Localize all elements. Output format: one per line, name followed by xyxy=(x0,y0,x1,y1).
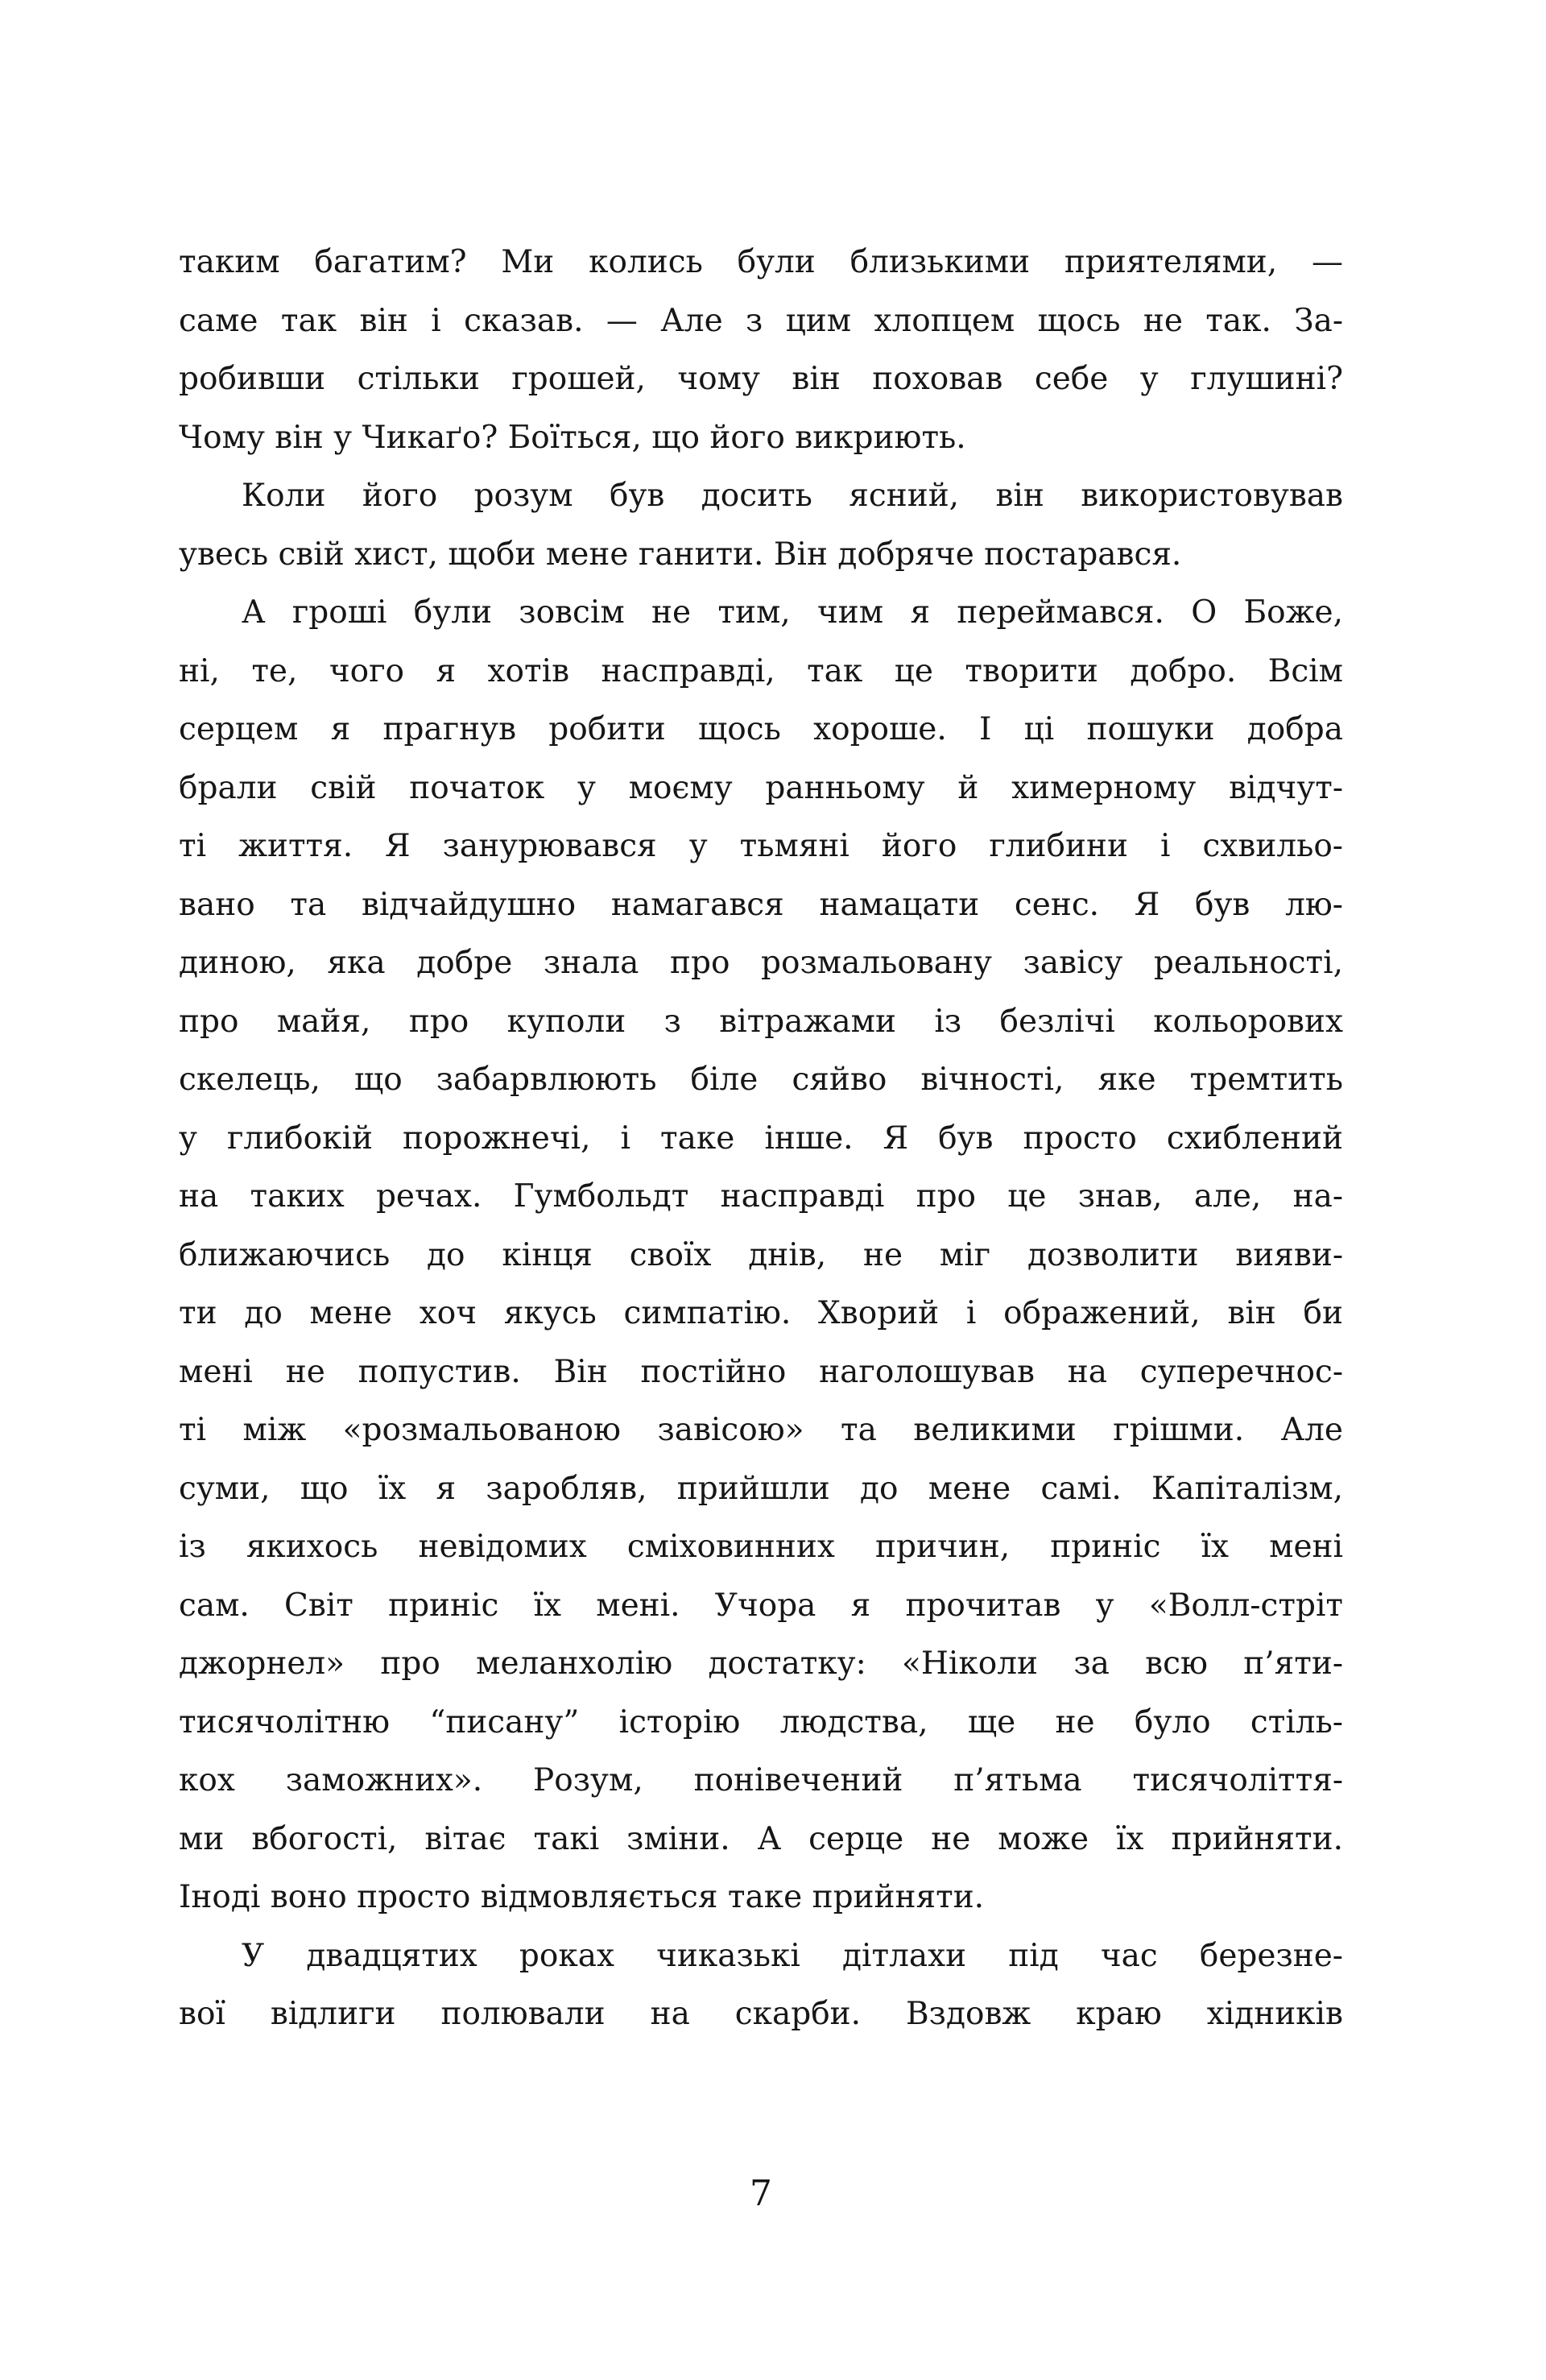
text-line: ми вбогості, вітає такі зміни. А серце не може їх прийняти. xyxy=(179,1820,1343,1857)
text-line: тисячолітню “писану” історію людства, ще не було стіль- xyxy=(179,1703,1343,1741)
body-text xyxy=(179,234,1343,2044)
text-line: ті життя. Я занурювався у тьмяні його глибини і схвильо- xyxy=(179,828,1343,864)
text-line: таким багатим? Ми колись були близькими приятелями, — xyxy=(179,244,1343,280)
text-line: сам. Світ приніс їх мені. Учора я прочитав у «Волл-стріт xyxy=(179,1587,1343,1624)
text-line: у глибокій порожнечі, і таке інше. Я був просто схиблений xyxy=(179,1120,1343,1157)
text-line: Іноді воно просто відмовляється таке прийняти. xyxy=(179,1879,985,1915)
text-line: ближаючись до кінця своїх днів, не міг дозволити вияви- xyxy=(179,1236,1343,1273)
text-line: брали свій початок у моєму ранньому й химерному відчут- xyxy=(179,769,1343,806)
text-line: ні, те, чого я хотів насправді, так це творити добро. Всім xyxy=(179,652,1343,689)
text-line: серцем я прагнув робити щось хороше. І ці пошуки добра xyxy=(179,711,1343,747)
text-line: диною, яка добре знала про розмальовану завісу реальності, xyxy=(179,945,1343,981)
text-line: увесь свій хист, щоби мене ганити. Він добряче постарався. xyxy=(179,536,1182,573)
text-line: А гроші були зовсім не тим, чим я переймався. О Боже, xyxy=(242,594,1343,631)
text-line: саме так він і сказав. — Але з цим хлопцем щось не так. За- xyxy=(179,302,1343,339)
text-line: вої відлиги полювали на скарби. Вздовж краю хідників xyxy=(179,1996,1343,2032)
text-line: на таких речах. Гумбольдт насправді про це знав, але, на- xyxy=(179,1178,1343,1215)
text-line: Чому він у Чикаґо? Боїться, що його викриють. xyxy=(179,419,966,456)
text-line: джорнел» про меланхолію достатку: «Ніколи за всю п’яти- xyxy=(179,1645,1343,1682)
text-line: вано та відчайдушно намагався намацати сенс. Я був лю- xyxy=(179,886,1343,923)
text-line: ті між «розмальованою завісою» та великими грішми. Але xyxy=(179,1412,1343,1448)
text-line: робивши стільки грошей, чому він поховав себе у глушині? xyxy=(179,361,1343,397)
text-line: суми, що їх я заробляв, прийшли до мене самі. Капіталізм, xyxy=(179,1470,1343,1507)
text-line: про майя, про куполи з вітражами із безлічі кольорових xyxy=(179,1003,1343,1040)
page-number: 7 xyxy=(750,2173,772,2214)
text-line: скелець, що забарвлюють біле сяйво вічності, яке тремтить xyxy=(179,1062,1343,1098)
text-line: Коли його розум був досить ясний, він використовував xyxy=(242,478,1343,514)
text-line: У двадцятих роках чиказькі дітлахи під час березне- xyxy=(242,1937,1343,1974)
text-line: мені не попустив. Він постійно наголошував на суперечнос- xyxy=(179,1353,1343,1390)
text-line: ти до мене хоч якусь симпатію. Хворий і ображений, він би xyxy=(179,1295,1343,1331)
text-line: кох заможних». Розум, понівечений п’ятьма тисячоліття- xyxy=(179,1762,1343,1798)
text-line: із якихось невідомих сміховинних причин, приніс їх мені xyxy=(179,1529,1343,1565)
